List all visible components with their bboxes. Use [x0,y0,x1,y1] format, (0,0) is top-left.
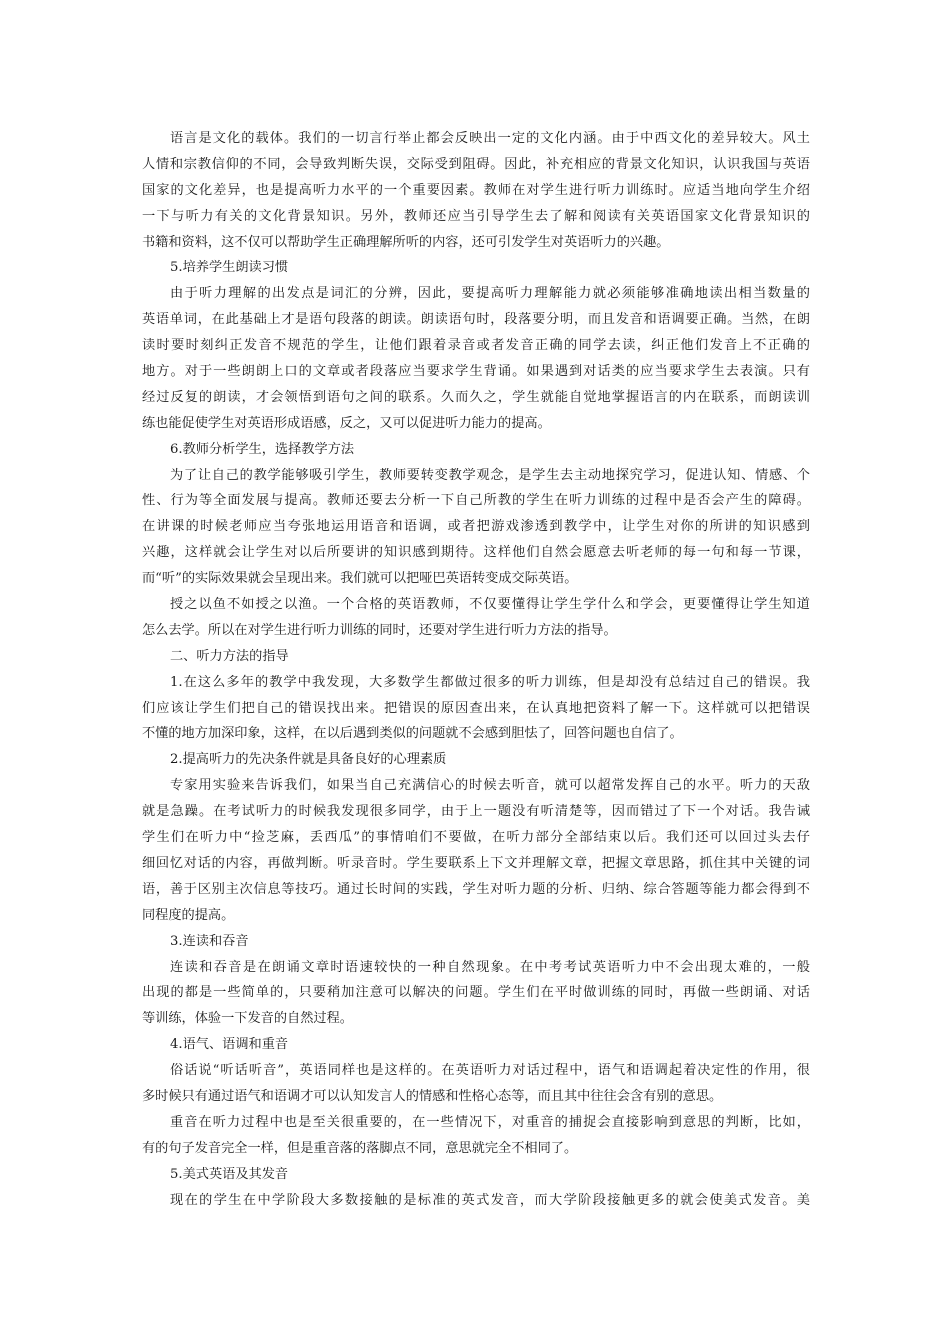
text-line: 地方。对于一些朗朗上口的文章或者段落应当要求学生背诵。如果遇到对话类的应当要求学生去表演。只有 [142,364,810,380]
text-line: 授之以鱼不如授之以渔。一个合格的英语教师，不仅要懂得让学生学什么和学会，更要懂得让学生知道 [170,597,810,613]
text-line: 细回忆对话的内容，再做判断。听录音时。学生要联系上下文并理解文章，把握文章思路，抓住其中关键的词 [142,855,810,871]
text-line: 书籍和资料，这不仅可以帮助学生正确理解所听的内容，还可引发学生对英语听力的兴趣。 [142,234,670,250]
text-line: 学生们在听力中“捡芝麻，丢西瓜”的事情咱们不要做，在听力部分全部结束以后。我们还可以回过头去仔 [142,830,810,846]
text-line: 们应该让学生们把自己的错误找出来。把错误的原因查出来，在认真地把资料了解一下。这样就可以把错误 [142,700,810,716]
text-line: 语，善于区别主次信息等技巧。通过长时间的实践，学生对听力题的分析、归纳、综合答题等能力都会得到不 [142,881,810,897]
text-line: 就是急躁。在考试听力的时候我发现很多同学，由于上一题没有听清楚等，因而错过了下一个对话。我告诫 [142,804,810,820]
text-line: 重音在听力过程中也是至关很重要的，在一些情况下，对重音的捕捉会直接影响到意思的判断，比如， [170,1114,810,1130]
text-line: 一下与听力有关的文化背景知识。另外，教师还应当引导学生去了解和阅读有关英语国家文化背景知识的 [142,208,810,224]
text-line: 二、听力方法的指导 [170,648,289,664]
text-line: 兴趣，这样就会让学生对以后所要讲的知识感到期待。这样他们自然会愿意去听老师的每一句和每一节课， [142,545,810,561]
text-line: 同程度的提高。 [142,907,235,923]
text-line: 5.培养学生朗读习惯 [170,260,289,276]
text-line: 人情和宗教信仰的不同，会导致判断失误，交际受到阻碍。因此，补充相应的背景文化知识，认识我国与英语 [142,156,810,172]
text-line: 多时候只有通过语气和语调才可以认知发言人的情感和性格心态等，而且其中往往会含有别的意思。 [142,1088,723,1104]
text-line: 5.美式英语及其发音 [170,1166,289,1182]
text-line: 练也能促使学生对英语形成语感，反之，又可以促进听力能力的提高。 [142,415,551,431]
text-line: 俗话说“听话听音”，英语同样也是这样的。在英语听力对话过程中，语气和语调起着决定性的作用，很 [170,1063,810,1079]
text-line: 有的句子发音完全一样，但是重音落的落脚点不同，意思就完全不相同了。 [142,1140,578,1156]
text-line: 不懂的地方加深印象，这样，在以后遇到类似的问题就不会感到胆怯了，回答问题也自信了。 [142,726,683,742]
text-line: 经过反复的朗读，才会领悟到语句之间的联系。久而久之，学生就能自觉地掌握语言的内在联系，而朗读训 [142,389,810,405]
text-line: 性、行为等全面发展与提高。教师还要去分析一下自己所教的学生在听力训练的过程中是否会产生的障碍。 [142,493,810,509]
text-line: 国家的文化差异，也是提高听力水平的一个重要因素。教师在对学生进行听力训练时。应适当地向学生介绍 [142,182,810,198]
text-line: 3.连读和吞音 [170,933,249,949]
text-line: 连读和吞音是在朗诵文章时语速较快的一种自然现象。在中考考试英语听力中不会出现太难的，一般 [170,959,810,975]
text-line: 现在的学生在中学阶段大多数接触的是标准的英式发音，而大学阶段接触更多的就会使美式发音。美 [170,1192,810,1208]
text-line: 1.在这么多年的教学中我发现，大多数学生都做过很多的听力训练，但是却没有总结过自己的错误。我 [170,674,810,690]
text-line: 由于听力理解的出发点是词汇的分辨，因此，要提高听力理解能力就必须能够准确地读出相当数量的 [170,286,810,302]
text-line: 专家用实验来告诉我们，如果当自己充满信心的时候去听音，就可以超常发挥自己的水平。听力的天敌 [170,778,810,794]
text-line: 出现的都是一些简单的，只要稍加注意可以解决的问题。学生们在平时做训练的同时，再做一些朗诵、对话 [142,985,810,1001]
text-line: 在讲课的时候老师应当夸张地运用语音和语调，或者把游戏渗透到教学中，让学生对你的所讲的知识感到 [142,519,810,535]
text-line: 读时要时刻纠正发音不规范的学生，让他们跟着录音或者发音正确的同学去读，纠正他们发音上不正确的 [142,338,810,354]
text-line: 等训练，体验一下发音的自然过程。 [142,1011,353,1027]
text-line: 而“听”的实际效果就会呈现出来。我们就可以把哑巴英语转变成交际英语。 [142,571,578,587]
text-line: 为了让自己的教学能够吸引学生，教师要转变教学观念，是学生去主动地探究学习，促进认知、情感、个 [170,467,810,483]
text-line: 怎么去学。所以在对学生进行听力训练的同时，还要对学生进行听力方法的指导。 [142,622,617,638]
text-line: 4.语气、语调和重音 [170,1037,289,1053]
text-line: 6.教师分析学生，选择教学方法 [170,441,355,457]
text-line: 语言是文化的载体。我们的一切言行举止都会反映出一定的文化内涵。由于中西文化的差异较大。风土 [170,131,810,146]
document-body [142,126,810,1213]
text-line: 英语单词，在此基础上才是语句段落的朗读。朗读语句时，段落要分明，而且发音和语调要正确。当然，在朗 [142,312,810,328]
text-line: 2.提高听力的先决条件就是具备良好的心理素质 [170,752,447,768]
